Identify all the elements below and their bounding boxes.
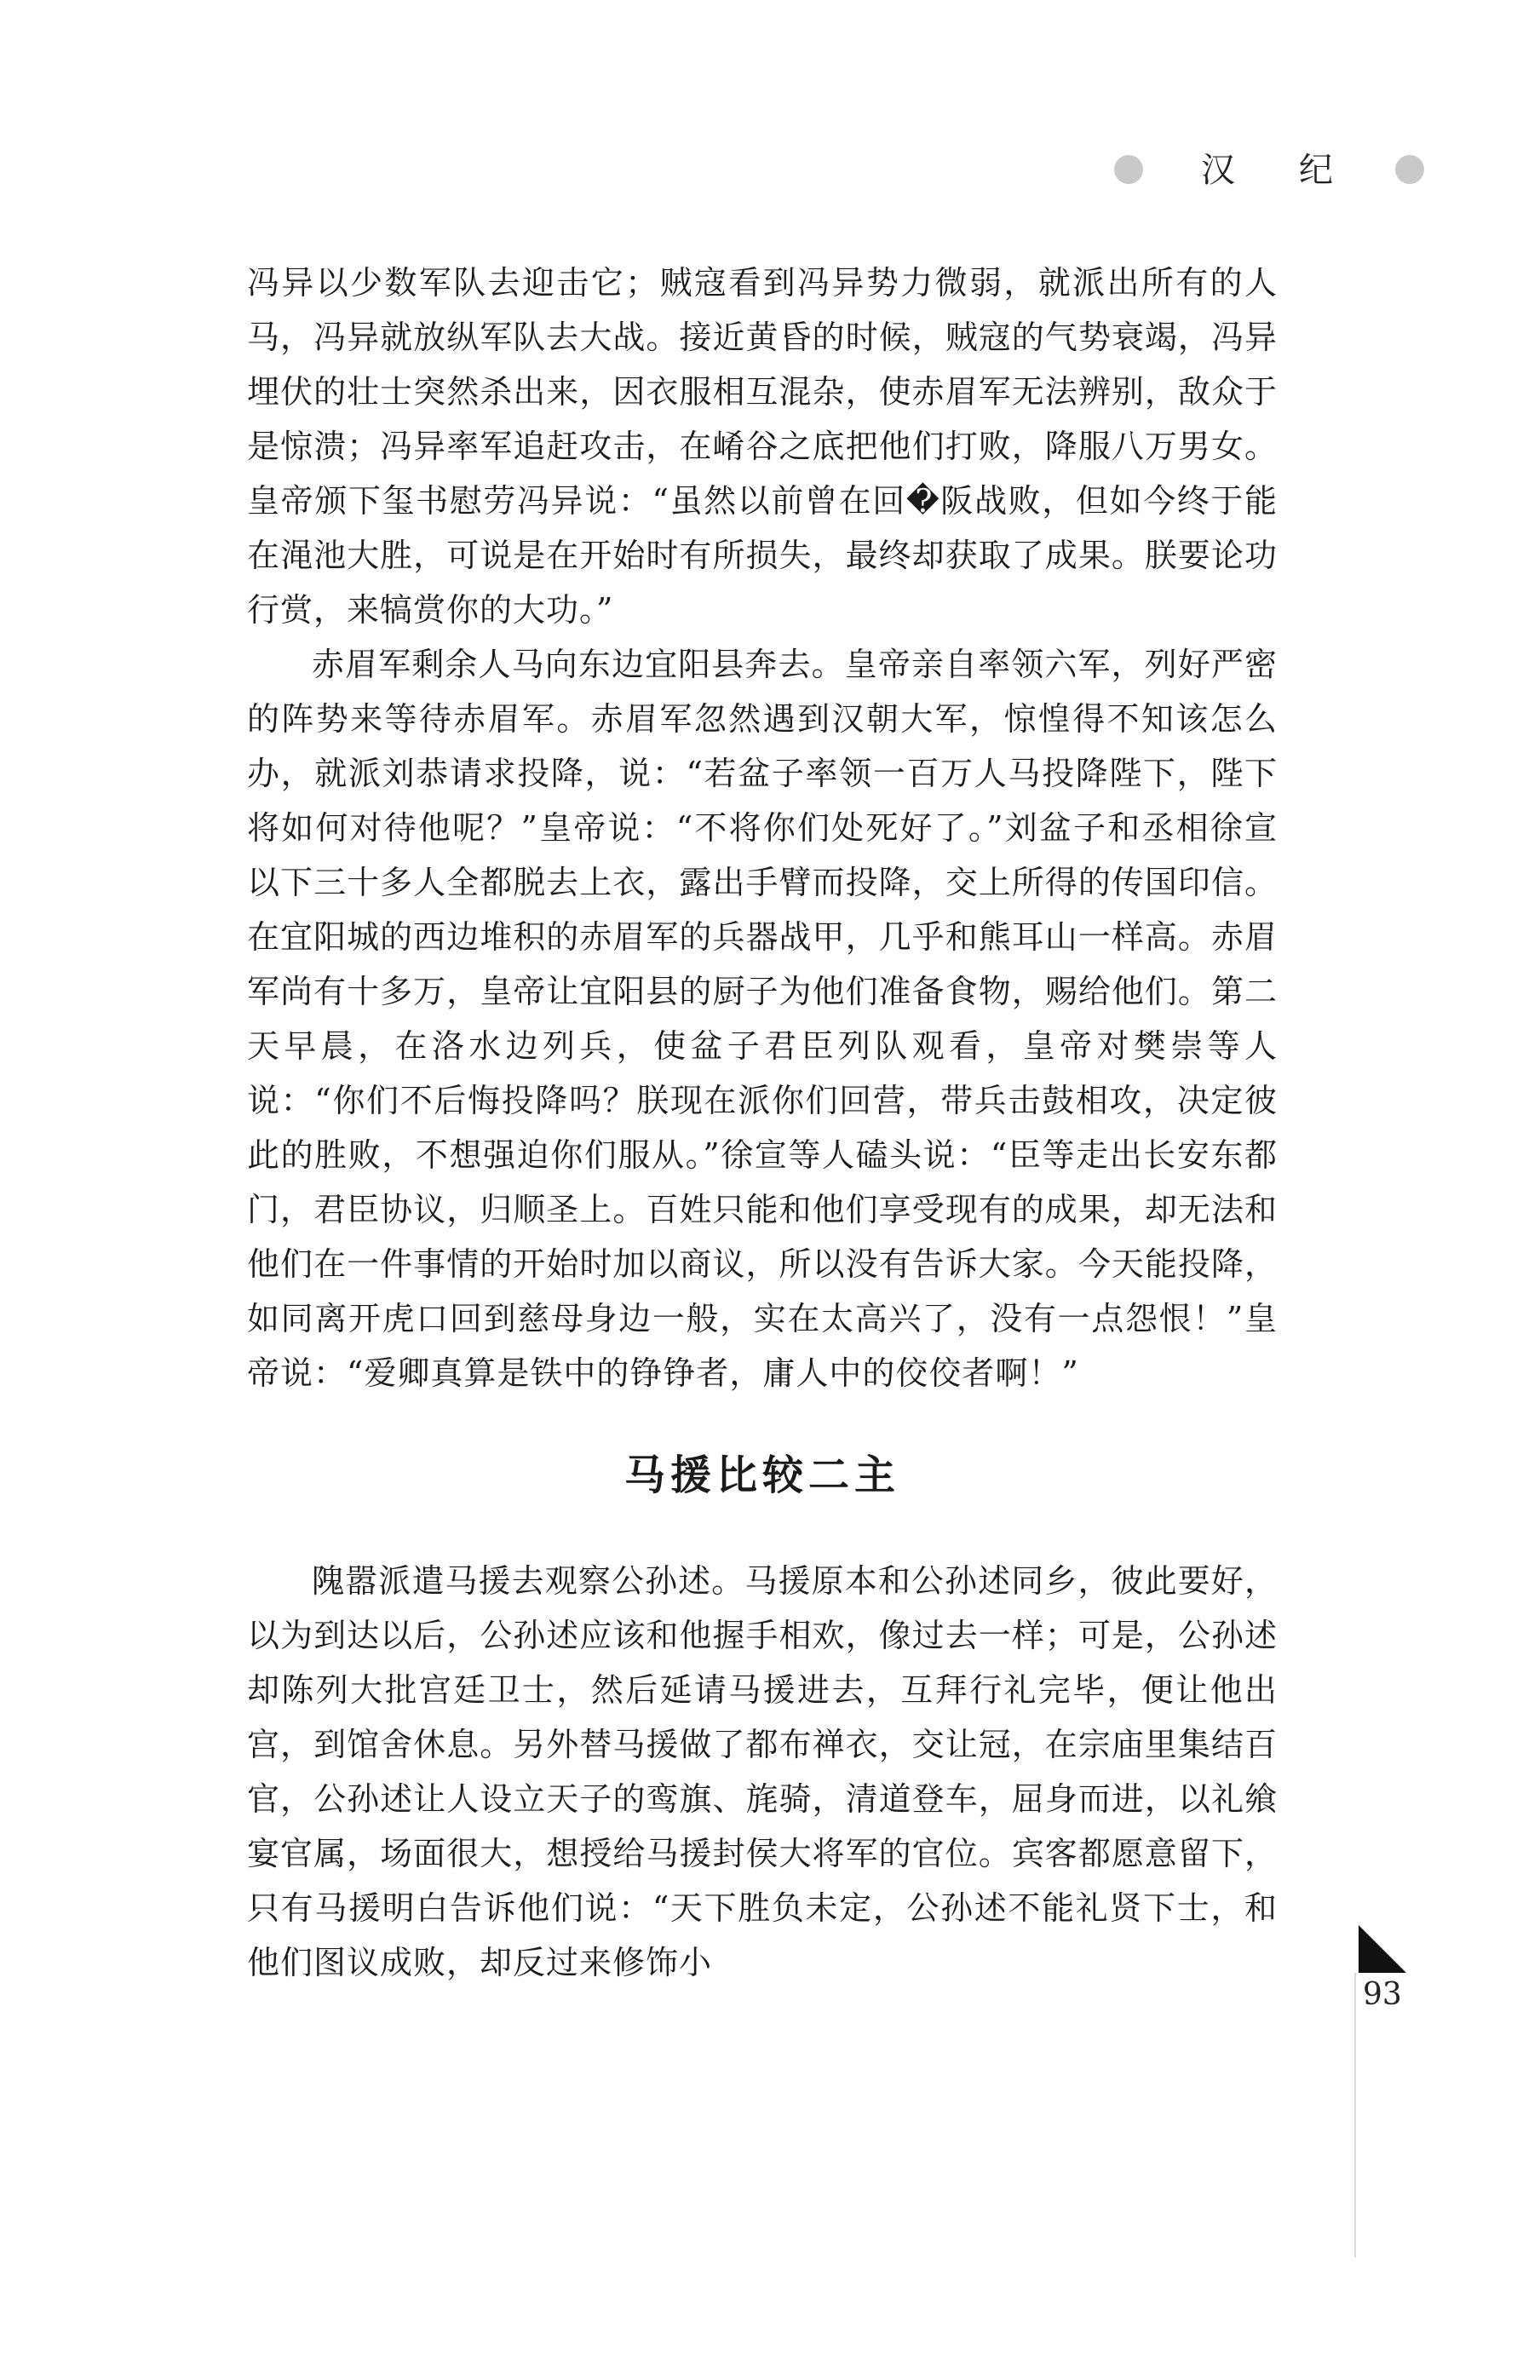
header-left-dot xyxy=(1114,155,1143,184)
paragraph: 隗嚣派遣马援去观察公孙述。马援原本和公孙述同乡，彼此要好，以为到达以后，公孙述应该和他握手相欢，像过去一样；可是，公孙述却陈列大批宫廷卫士，然后延请马援进去，互拜行礼完毕，便让他出宫，到馆舍休息。另外替马援做了都布禅衣，交让冠，在宗庙里集结百官，公孙述让人设立天子的鸾旗、旄骑，清道登车，屈身而进，以礼飨宴官属，场面很大，想授给马援封侯大将军的官位。宾客都愿意留下，只有马援明白告诉他们说：“天下胜负未定，公孙述不能礼贤下士，和他们图议成败，却反过来修饰小 xyxy=(247,1562,1278,1981)
header-char-ji: 纪 xyxy=(1299,151,1333,190)
header-char-han: 汉 xyxy=(1201,151,1235,190)
margin-rule xyxy=(1354,1973,1356,2257)
running-header xyxy=(1107,145,1431,196)
header-right-dot xyxy=(1395,155,1424,184)
paragraph: 冯异以少数军队去迎击它；贼寇看到冯异势力微弱，就派出所有的人马，冯异就放纵军队去大战。接近黄昏的时候，贼寇的气势衰竭，冯异埋伏的壮士突然杀出来，因衣服相互混杂，使赤眉军无法辨别，敌众于是惊溃；冯异率军追赶攻击，在崤谷之底把他们打败，降服八万男女。皇帝颁下玺书慰劳冯异说：“虽然以前曾在回�阪战败，但如今终于能在渑池大胜，可说是在开始时有所损失，最终却获取了成果。朕要论功行赏，来犒赏你的大功。” xyxy=(247,264,1278,629)
paragraph: 赤眉军剩余人马向东边宜阳县奔去。皇帝亲自率领六军，列好严密的阵势来等待赤眉军。赤眉军忽然遇到汉朝大军，惊惶得不知该怎么办，就派刘恭请求投降，说：“若盆子率领一百万人马投降陛下，陛下将如何对待他呢？”皇帝说：“不将你们处死好了。”刘盆子和丞相徐宣以下三十多人全都脱去上衣，露出手臂而投降，交上所得的传国印信。在宜阳城的西边堆积的赤眉军的兵器战甲，几乎和熊耳山一样高。赤眉军尚有十多万，皇帝让宜阳县的厨子为他们准备食物，赐给他们。第二天早晨，在洛水边列兵，使盆子君臣列队观看，皇帝对樊崇等人说：“你们不后悔投降吗？朕现在派你们回营，带兵击鼓相攻，决定彼此的胜败，不想强迫你们服从。”徐宣等人磕头说：“臣等走出长安东都门，君臣协议，归顺圣上。百姓只能和他们享受现有的成果，却无法和他们在一件事情的开始时加以商议，所以没有告诉大家。今天能投降，如同离开虎口回到慈母身边一般，实在太高兴了，没有一点怨恨！”皇帝说：“爱卿真算是铁中的铮铮者，庸人中的佼佼者啊！” xyxy=(247,646,1278,1392)
section-title: 马援比较二主 xyxy=(623,1452,900,1499)
page-number: 93 xyxy=(1363,1977,1402,2012)
page-body xyxy=(247,256,1278,1990)
page-corner-triangle xyxy=(1359,1925,1406,1973)
